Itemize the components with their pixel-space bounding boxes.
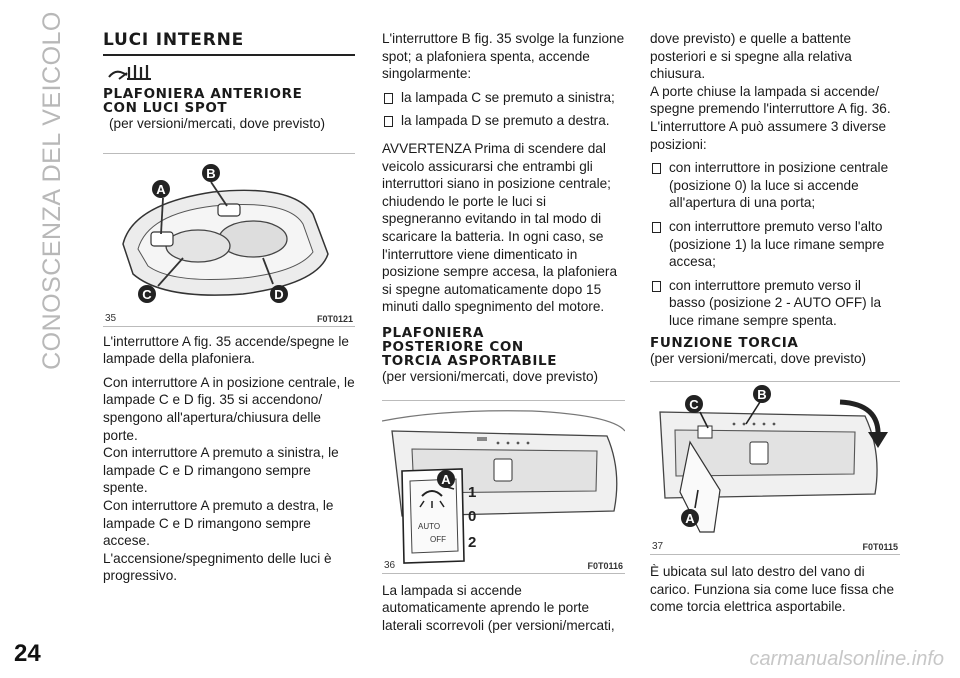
figure-code: F0T0121 xyxy=(316,313,353,324)
callout-c xyxy=(138,285,156,303)
section-heading: POSTERIORE CON xyxy=(382,338,524,355)
svg-text:B: B xyxy=(206,165,216,181)
section-heading: TORCIA ASPORTABILE xyxy=(382,352,558,369)
bullet-item: la lampada C se premuto a sinistra; xyxy=(382,89,625,107)
figure-number: 37 xyxy=(652,541,664,553)
availability-note: (per versioni/mercati, dove previsto) xyxy=(109,116,326,131)
checkbox-bullet-icon xyxy=(384,93,393,104)
warning-paragraph: AVVERTENZA Prima di scendere dal veicolo assicurarsi che entrambi gli interruttori siano in posizione centrale; chiudendo le porte le luci si spegneranno evitando in tal modo di scaricare la batteria. In ogni caso, se l'interruttore viene dimenticato in posizione sempre accesa, la plafoniera si spegne automaticamente dopo 15 minuti dallo spegnimento del motore. xyxy=(382,140,618,315)
svg-text:C: C xyxy=(689,397,699,413)
svg-text:C: C xyxy=(142,286,152,302)
section-side-title xyxy=(22,10,82,370)
position-2-label: 2 xyxy=(468,533,477,551)
callout-a xyxy=(681,509,699,527)
front-ceiling-light-illustration xyxy=(103,154,355,326)
bullet-item: con interruttore in posizione centrale (posizione 0) la luce si accende all'apertura di una porta; xyxy=(650,159,900,212)
paragraph: A porte chiuse la lampada si accende/ spegne premendo l'interruttore A fig. 36. xyxy=(650,83,891,117)
checkbox-bullet-icon xyxy=(384,116,393,127)
availability-note: (per versioni/mercati, dove previsto) xyxy=(650,350,867,366)
paragraph: Con interruttore A premuto a sinistra, le lampade C e D rimangono sempre spente. xyxy=(103,445,339,496)
svg-text:D: D xyxy=(274,286,284,302)
section-heading: PLAFONIERA xyxy=(382,324,485,341)
paragraph: L'accensione/spegnimento delle luci è progressivo. xyxy=(103,550,332,584)
position-0-label: 0 xyxy=(468,507,477,525)
checkbox-bullet-icon xyxy=(652,163,661,174)
checkbox-bullet-icon xyxy=(652,281,661,292)
paragraph: La lampada si accende automaticamente aprendo le porte laterali scorrevoli (per versioni/mercati, xyxy=(382,582,615,633)
rear-ceiling-light-illustration xyxy=(382,401,625,573)
paragraph: L'interruttore B fig. 35 svolge la funzione spot; a plafoniera spenta, accende singolarmente: xyxy=(382,31,625,82)
svg-text:B: B xyxy=(757,387,767,403)
bullet-item: la lampada D se premuto a destra. xyxy=(382,112,625,130)
section-heading: PLAFONIERA ANTERIORE xyxy=(103,86,303,102)
svg-text:A: A xyxy=(441,471,451,487)
svg-text:A: A xyxy=(156,181,166,197)
watermark: carmanualsonline.info xyxy=(749,648,944,670)
paragraph: È ubicata sul lato destro del vano di carico. Funziona sia come luce fissa che come torcia elettrica asportabile. xyxy=(650,564,895,615)
torch-function-illustration xyxy=(650,382,900,554)
section-heading: CON LUCI SPOT xyxy=(103,100,228,116)
callout-d xyxy=(270,285,288,303)
page-number: 24 xyxy=(14,640,41,667)
column-1 xyxy=(103,30,355,585)
figure-35 xyxy=(103,153,355,327)
section-side-title-text: CONOSCENZA DEL VEICOLO xyxy=(37,10,66,370)
callout-c xyxy=(685,395,703,413)
svg-text:OFF: OFF xyxy=(430,534,446,544)
lamp-icon xyxy=(105,59,355,85)
callout-b xyxy=(753,385,771,403)
callout-a xyxy=(152,180,170,198)
checkbox-bullet-icon xyxy=(652,222,661,233)
figure-code: F0T0116 xyxy=(587,560,623,571)
paragraph: L'interruttore A fig. 35 accende/spegne le lampade della plafoniera. xyxy=(103,333,349,367)
svg-text:A: A xyxy=(685,511,695,527)
callout-b xyxy=(202,164,220,182)
figure-36 xyxy=(382,400,625,574)
figure-code: F0T0115 xyxy=(862,542,898,553)
figure-number: 35 xyxy=(105,312,117,324)
section-heading: FUNZIONE TORCIA xyxy=(650,334,799,351)
bullet-item: con interruttore premuto verso il basso (posizione 2 - AUTO OFF) la luce rimane sempre spenta. xyxy=(650,277,900,330)
column-2 xyxy=(382,30,625,634)
availability-note: (per versioni/mercati, dove previsto) xyxy=(382,368,599,384)
page-title: LUCI INTERNE xyxy=(103,30,355,56)
position-1-label: 1 xyxy=(468,483,477,501)
figure-37 xyxy=(650,381,900,555)
column-3 xyxy=(650,30,900,616)
callout-a xyxy=(437,470,455,488)
figure-number: 36 xyxy=(384,559,396,571)
paragraph: Con interruttore A in posizione centrale, le lampade C e D fig. 35 si accendono/ spengono all'apertura/chiusura delle porte. xyxy=(103,374,355,443)
paragraph: Con interruttore A premuto a destra, le lampade C e D rimangono sempre accese. xyxy=(103,497,334,549)
paragraph: L'interruttore A può assumere 3 diverse posizioni: xyxy=(650,118,887,152)
paragraph: dove previsto) e quelle a battente posteriori e si spegne alla relativa chiusura. xyxy=(650,31,852,82)
svg-text:AUTO: AUTO xyxy=(418,521,441,531)
bullet-item: con interruttore premuto verso l'alto (posizione 1) la luce rimane sempre accesa; xyxy=(650,218,900,271)
